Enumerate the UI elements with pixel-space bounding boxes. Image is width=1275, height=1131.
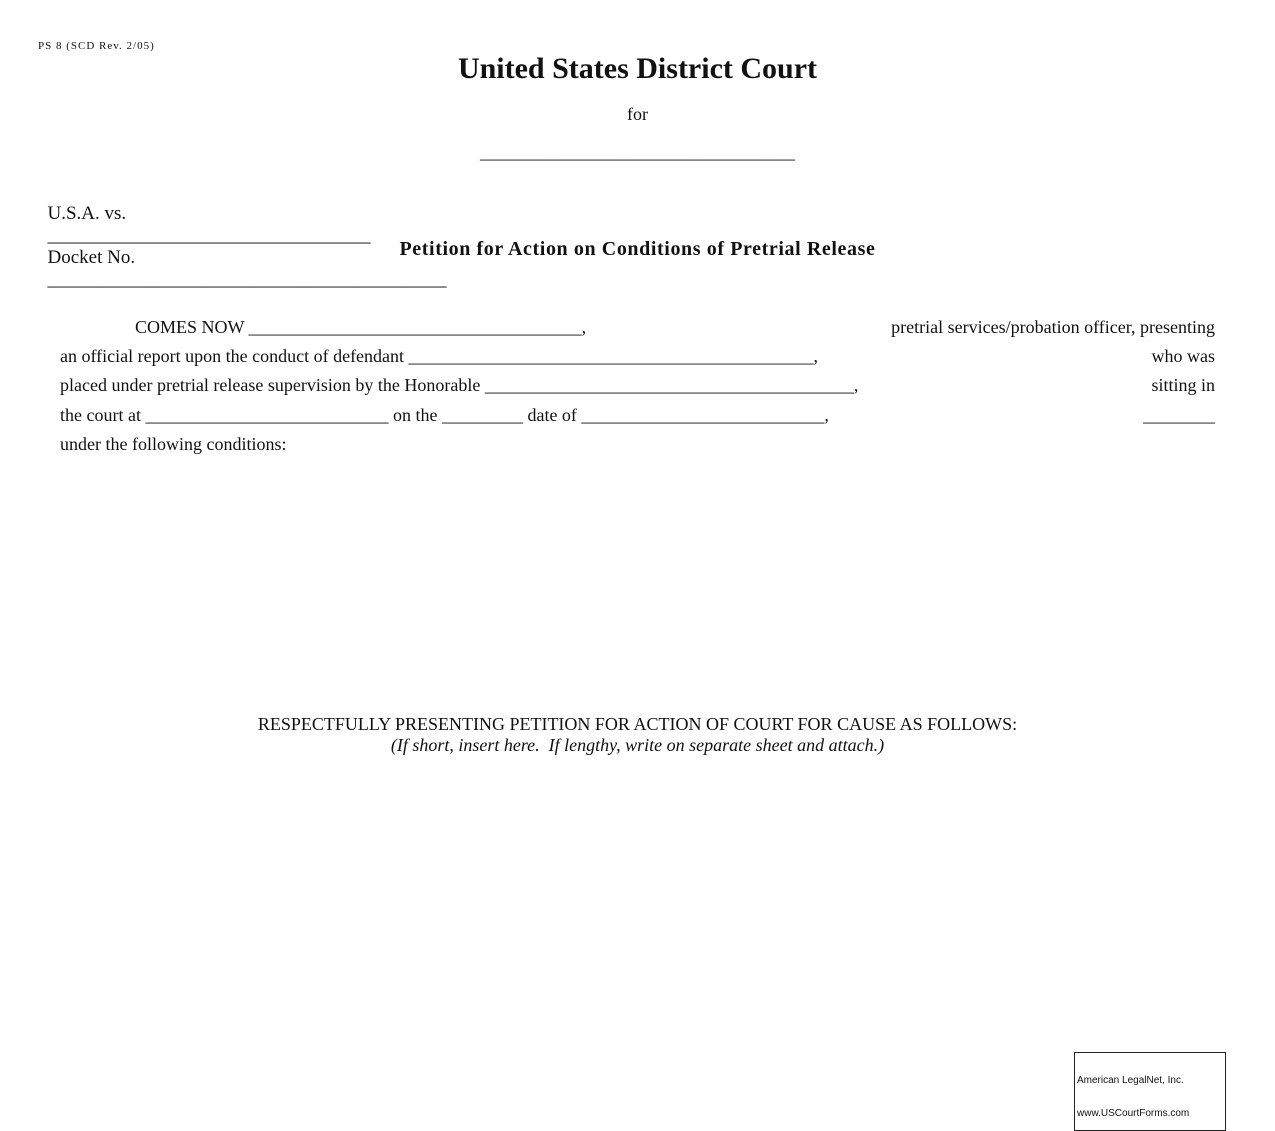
body-line-year-field[interactable]: ________ [1143,405,1215,425]
form-id: PS 8 (SCD Rev. 2/05) [38,40,155,52]
docket-number-field[interactable]: __________________________________________ [47,269,447,290]
court-title: United States District Court [457,52,818,85]
body-line-officer-end: pretrial services/probation officer, presenting [891,317,1215,337]
body-line-judge-end: sitting in [1151,375,1215,395]
publisher-stamp [1074,1052,1226,1131]
cause-heading: RESPECTFULLY PRESENTING PETITION FOR ACTION OF COURT FOR CAUSE AS FOLLOWS: [257,714,1018,734]
usa-vs-label: U.S.A. vs. [47,203,127,224]
publisher-url[interactable]: www.USCourtForms.com [1077,1108,1190,1119]
docket-label: Docket No. [47,247,136,268]
body-line-defendant-end: who was [1151,346,1215,366]
district-field[interactable]: ___________________________________ [480,142,795,162]
body-line-court-date[interactable]: the court at ___________________________ on the _________ date of ___________________________, [60,405,829,425]
body-line-defendant[interactable]: an official report upon the conduct of defendant _____________________________________________, [60,346,819,366]
body-line-officer[interactable]: COMES NOW _____________________________________, [135,317,587,337]
case-caption-row [38,181,447,291]
defendant-name-field[interactable]: __________________________________ [47,225,371,246]
for-label: for [627,104,648,124]
body-line-conditions: under the following conditions: [60,434,287,454]
publisher-name: American LegalNet, Inc. [1077,1075,1184,1086]
cause-instruction: (If short, insert here. If lengthy, write on separate sheet and attach.) [390,735,885,755]
body-line-judge[interactable]: placed under pretrial release supervision by the Honorable _________________________________________, [60,375,859,395]
petition-title: Petition for Action on Conditions of Pretrial Release [399,238,876,260]
